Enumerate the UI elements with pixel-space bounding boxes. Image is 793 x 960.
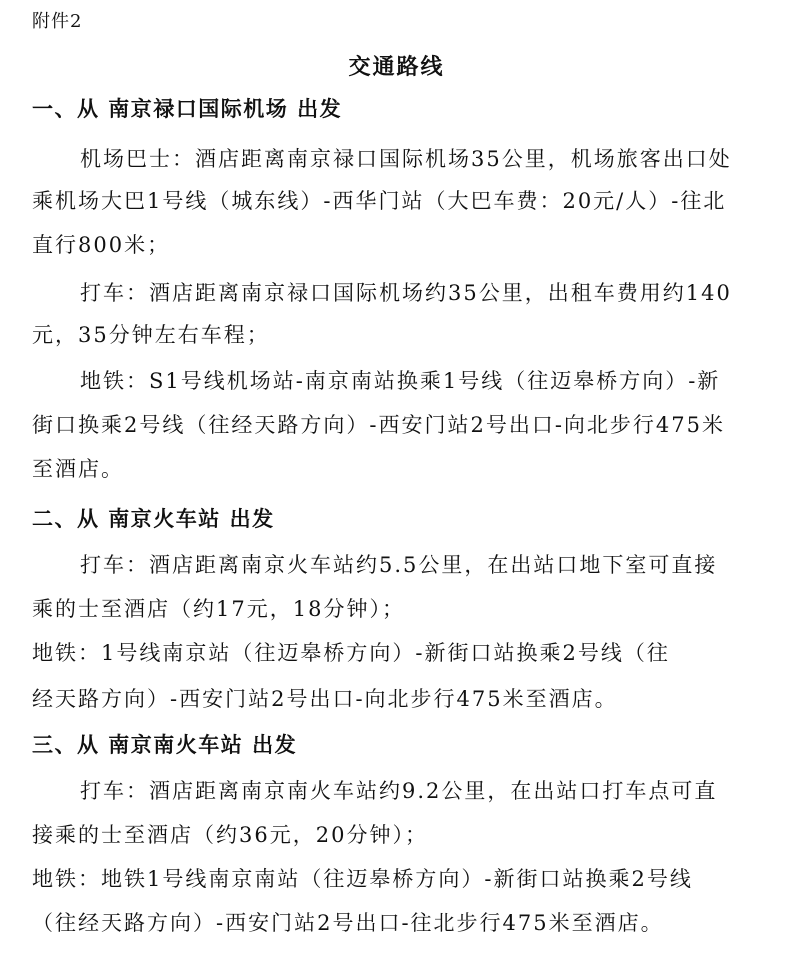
airport-metro-line-3: 至酒店。 [32, 457, 124, 481]
airport-taxi-line-2: 元，35分钟左右车程； [32, 323, 270, 347]
page-title: 交通路线 [348, 54, 445, 80]
station-taxi-line-1: 打车：酒店距离南京火车站约5.5公里，在出站口地下室可直接 [80, 553, 718, 577]
airport-metro-line-1: 地铁：S1号线机场站-南京南站换乘1号线（往迈皋桥方向）-新 [80, 369, 721, 393]
south-metro-line-1: 地铁：地铁1号线南京南站（往迈皋桥方向）-新街口站换乘2号线 [32, 867, 693, 891]
section-heading-south-station: 三、从 南京南火车站 出发 [32, 732, 298, 757]
annex-label: 附件2 [32, 11, 83, 32]
airport-bus-line-1: 机场巴士：酒店距离南京禄口国际机场35公里，机场旅客出口处 [80, 147, 732, 171]
airport-bus-line-2: 乘机场大巴1号线（城东线）-西华门站（大巴车费：20元/人）-往北 [32, 189, 727, 213]
section-heading-railway-station: 二、从 南京火车站 出发 [32, 506, 275, 531]
station-taxi-line-2: 乘的士至酒店（约17元，18分钟）； [32, 597, 405, 621]
airport-bus-line-3: 直行800米； [32, 233, 171, 257]
airport-taxi-line-1: 打车：酒店距离南京禄口国际机场约35公里，出租车费用约140 [80, 281, 732, 305]
south-taxi-line-2: 接乘的士至酒店（约36元，20分钟）； [32, 823, 428, 847]
section-heading-airport: 一、从 南京禄口国际机场 出发 [32, 96, 343, 121]
south-metro-line-2: （往经天路方向）-西安门站2号出口-往北步行475米至酒店。 [32, 911, 664, 935]
airport-metro-line-2: 街口换乘2号线（往经天路方向）-西安门站2号出口-向北步行475米 [32, 413, 725, 437]
station-metro-line-1: 地铁：1号线南京站（往迈皋桥方向）-新街口站换乘2号线（往 [32, 641, 670, 665]
station-metro-line-2: 经天路方向）-西安门站2号出口-向北步行475米至酒店。 [32, 687, 618, 711]
south-taxi-line-1: 打车：酒店距离南京南火车站约9.2公里，在出站口打车点可直 [80, 779, 718, 803]
